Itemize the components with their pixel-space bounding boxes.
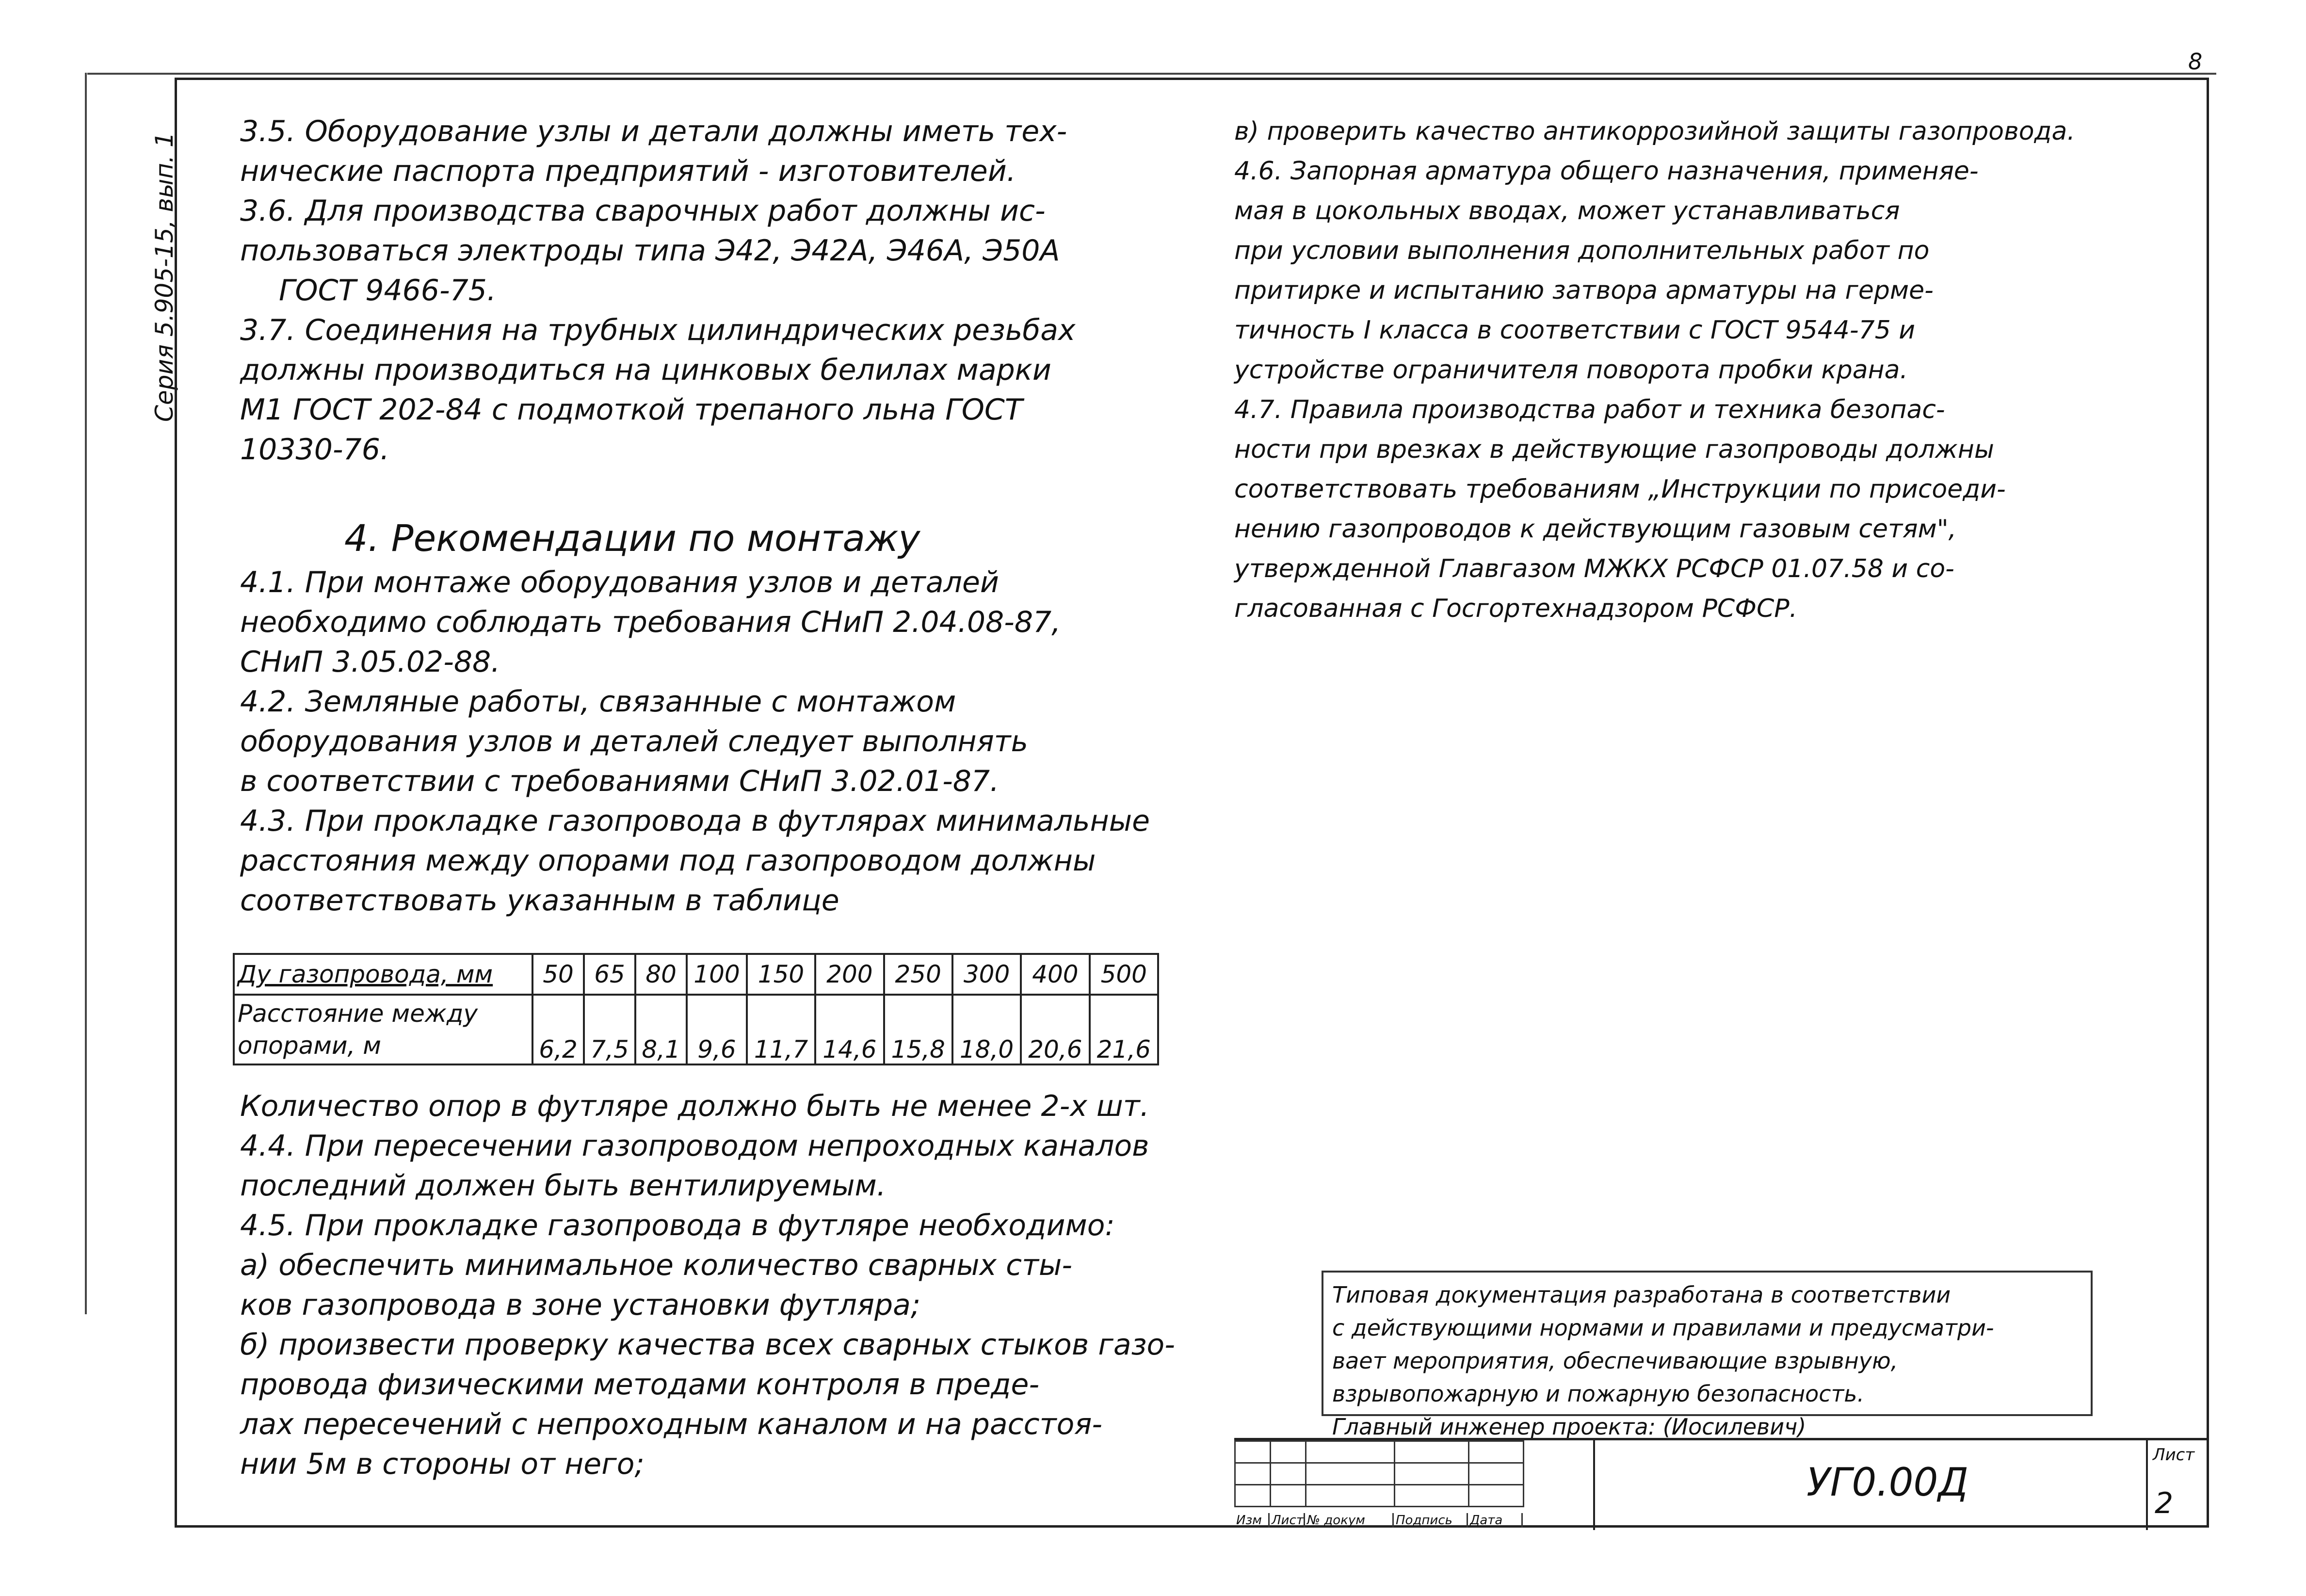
text-line: утвержденной Главгазом МЖКХ РСФСР 01.07.58 и со- <box>1234 554 1954 583</box>
text-line: б) произвести проверку качества всех сварных стыков газо- <box>240 1328 1175 1362</box>
text-line: а) обеспечить минимальное количество сварных сты- <box>240 1248 1073 1282</box>
sheet-top-line <box>87 73 2216 75</box>
title-block-label: № докум <box>1305 1513 1394 1528</box>
text-line: оборудования узлов и деталей следует выполнять <box>240 725 1028 758</box>
text-line: соответствовать требованиям „Инструкции по присоеди- <box>1234 475 2006 504</box>
stamp-line: вает мероприятия, обеспечивающие взрывную, <box>1332 1348 1898 1374</box>
title-block-divider <box>1593 1440 1595 1530</box>
stamp-line: взрывопожарную и пожарную безопасность. <box>1332 1381 1865 1407</box>
text-line: 10330-76. <box>240 433 389 467</box>
table-cell: 6,2 <box>532 995 584 1064</box>
title-block-label: Подпись <box>1394 1513 1468 1528</box>
text-line: 4.4. При пересечении газопроводом непроходных каналов <box>240 1129 1149 1163</box>
text-line: ности при врезках в действующие газопроводы должны <box>1234 435 1994 464</box>
text-line: 3.7. Соединения на трубных цилиндрических резьбах <box>240 313 1076 347</box>
support-distance-table <box>233 953 1159 1065</box>
table-cell: 20,6 <box>1021 995 1089 1064</box>
text-line: при условии выполнения дополнительных работ по <box>1234 236 1930 265</box>
sheet-number-cell <box>2146 1440 2211 1530</box>
table-cell: 7,5 <box>584 995 635 1064</box>
compliance-stamp-box <box>1322 1271 2093 1440</box>
sheet-number: 2 <box>2155 1486 2174 1520</box>
title-block-label: Дата <box>1468 1513 1523 1528</box>
table-cell: 65 <box>584 954 635 995</box>
text-line: нению газопроводов к действующим газовым сетям", <box>1234 515 1957 544</box>
title-block-label: Лист <box>1270 1513 1305 1528</box>
text-line: 4.1. При монтаже оборудования узлов и деталей <box>240 565 999 599</box>
table-row-label: Ду газопровода, мм <box>234 954 532 995</box>
table-cell: 80 <box>635 954 687 995</box>
table-cell: 150 <box>747 954 815 995</box>
text-line: лах пересечений с непроходным каналом и на расстоя- <box>240 1407 1103 1441</box>
table-row-label-line: Расстояние между <box>238 1000 478 1028</box>
text-line: расстояния между опорами под газопроводом должны <box>240 844 1096 878</box>
text-line: 3.5. Оборудование узлы и детали должны иметь тех- <box>240 114 1067 148</box>
text-line: Количество опор в футляре должно быть не менее 2-х шт. <box>240 1089 1149 1123</box>
title-block-revision-grid <box>1234 1440 1524 1507</box>
table-row-label <box>234 995 532 1064</box>
text-line: устройстве ограничителя поворота пробки крана. <box>1234 355 1908 385</box>
title-block <box>1234 1438 2209 1530</box>
text-line: нические паспорта предприятий - изготовителей. <box>240 154 1016 188</box>
text-line: М1 ГОСТ 202-84 с подмоткой трепаного льна ГОСТ <box>240 393 1023 427</box>
table-cell: 50 <box>532 954 584 995</box>
sheet-left-line <box>85 73 87 1314</box>
table-cell: 11,7 <box>747 995 815 1064</box>
stamp-line: Типовая документация разработана в соответствии <box>1332 1282 1951 1308</box>
table-cell: 21,6 <box>1090 995 1158 1064</box>
text-line: притирке и испытанию затвора арматуры на герме- <box>1234 276 1934 305</box>
page-number-mark: 8 <box>2188 48 2203 75</box>
table-cell: 250 <box>884 954 952 995</box>
left-column-bottom <box>240 1086 1175 1484</box>
text-line: соответствовать указанным в таблице <box>240 884 839 918</box>
table-row-label-line: опорами, м <box>238 1032 381 1060</box>
sheet-label: Лист <box>2153 1445 2195 1465</box>
table-cell: 200 <box>815 954 884 995</box>
text-line: в соответствии с требованиями СНиП 3.02.01-87. <box>240 764 1000 798</box>
table-cell: 9,6 <box>687 995 747 1064</box>
table-row <box>234 995 1158 1064</box>
stamp-line: с действующими нормами и правилами и предусматри- <box>1332 1315 1994 1341</box>
table-cell: 8,1 <box>635 995 687 1064</box>
series-side-note-text: Серия 5.905-15, вып. 1 <box>150 132 178 422</box>
text-line: ков газопровода в зоне установки футляра; <box>240 1288 921 1322</box>
table-cell: 300 <box>952 954 1021 995</box>
text-line: 4.6. Запорная арматура общего назначения, применяе- <box>1234 157 1979 186</box>
text-line: необходимо соблюдать требования СНиП 2.04.08-87, <box>240 605 1061 639</box>
title-block-labels <box>1234 1513 1523 1528</box>
document-code: УГ0.00Д <box>1806 1460 1968 1505</box>
text-line: ГОСТ 9466-75. <box>279 274 497 307</box>
text-line: мая в цокольных вводах, может устанавливаться <box>1234 196 1900 226</box>
table-cell: 18,0 <box>952 995 1021 1064</box>
text-line: 4.5. При прокладке газопровода в футляре необходимо: <box>240 1209 1115 1242</box>
text-line: 4.3. При прокладке газопровода в футлярах минимальные <box>240 804 1150 838</box>
text-line: должны производиться на цинковых белилах марки <box>240 353 1051 387</box>
left-column-mid <box>240 563 1152 920</box>
table-cell: 400 <box>1021 954 1089 995</box>
text-line: 4.7. Правила производства работ и техника безопас- <box>1234 395 1945 424</box>
table-cell: 500 <box>1090 954 1158 995</box>
text-line: 4.2. Земляные работы, связанные с монтажом <box>240 685 956 719</box>
table-cell: 14,6 <box>815 995 884 1064</box>
left-column-top <box>240 112 1152 469</box>
table-row <box>234 954 1158 995</box>
text-line: гласованная с Госгортехнадзором РСФСР. <box>1234 594 1798 623</box>
text-line: тичность I класса в соответствии с ГОСТ 9544-75 и <box>1234 316 1916 345</box>
text-line: 3.6. Для производства сварочных работ должны ис- <box>240 194 1046 228</box>
text-line: последний должен быть вентилируемым. <box>240 1169 886 1203</box>
table-cell: 100 <box>687 954 747 995</box>
text-line: в) проверить качество антикоррозийной защиты газопровода. <box>1234 117 2075 146</box>
title-block-label: Изм <box>1234 1513 1270 1528</box>
text-line: провода физическими методами контроля в преде- <box>240 1368 1040 1402</box>
text-line: пользоваться электроды типа Э42, Э42А, Э46А, Э50А <box>240 234 1060 268</box>
table-cell: 15,8 <box>884 995 952 1064</box>
text-line: нии 5м в стороны от него; <box>240 1447 645 1481</box>
section-heading: 4. Рекомендации по монтажу <box>344 516 920 560</box>
text-line: СНиП 3.05.02-88. <box>240 645 500 679</box>
right-column <box>1234 112 2185 629</box>
stamp-line: Главный инженер проекта: (Иосилевич) <box>1332 1414 1806 1440</box>
